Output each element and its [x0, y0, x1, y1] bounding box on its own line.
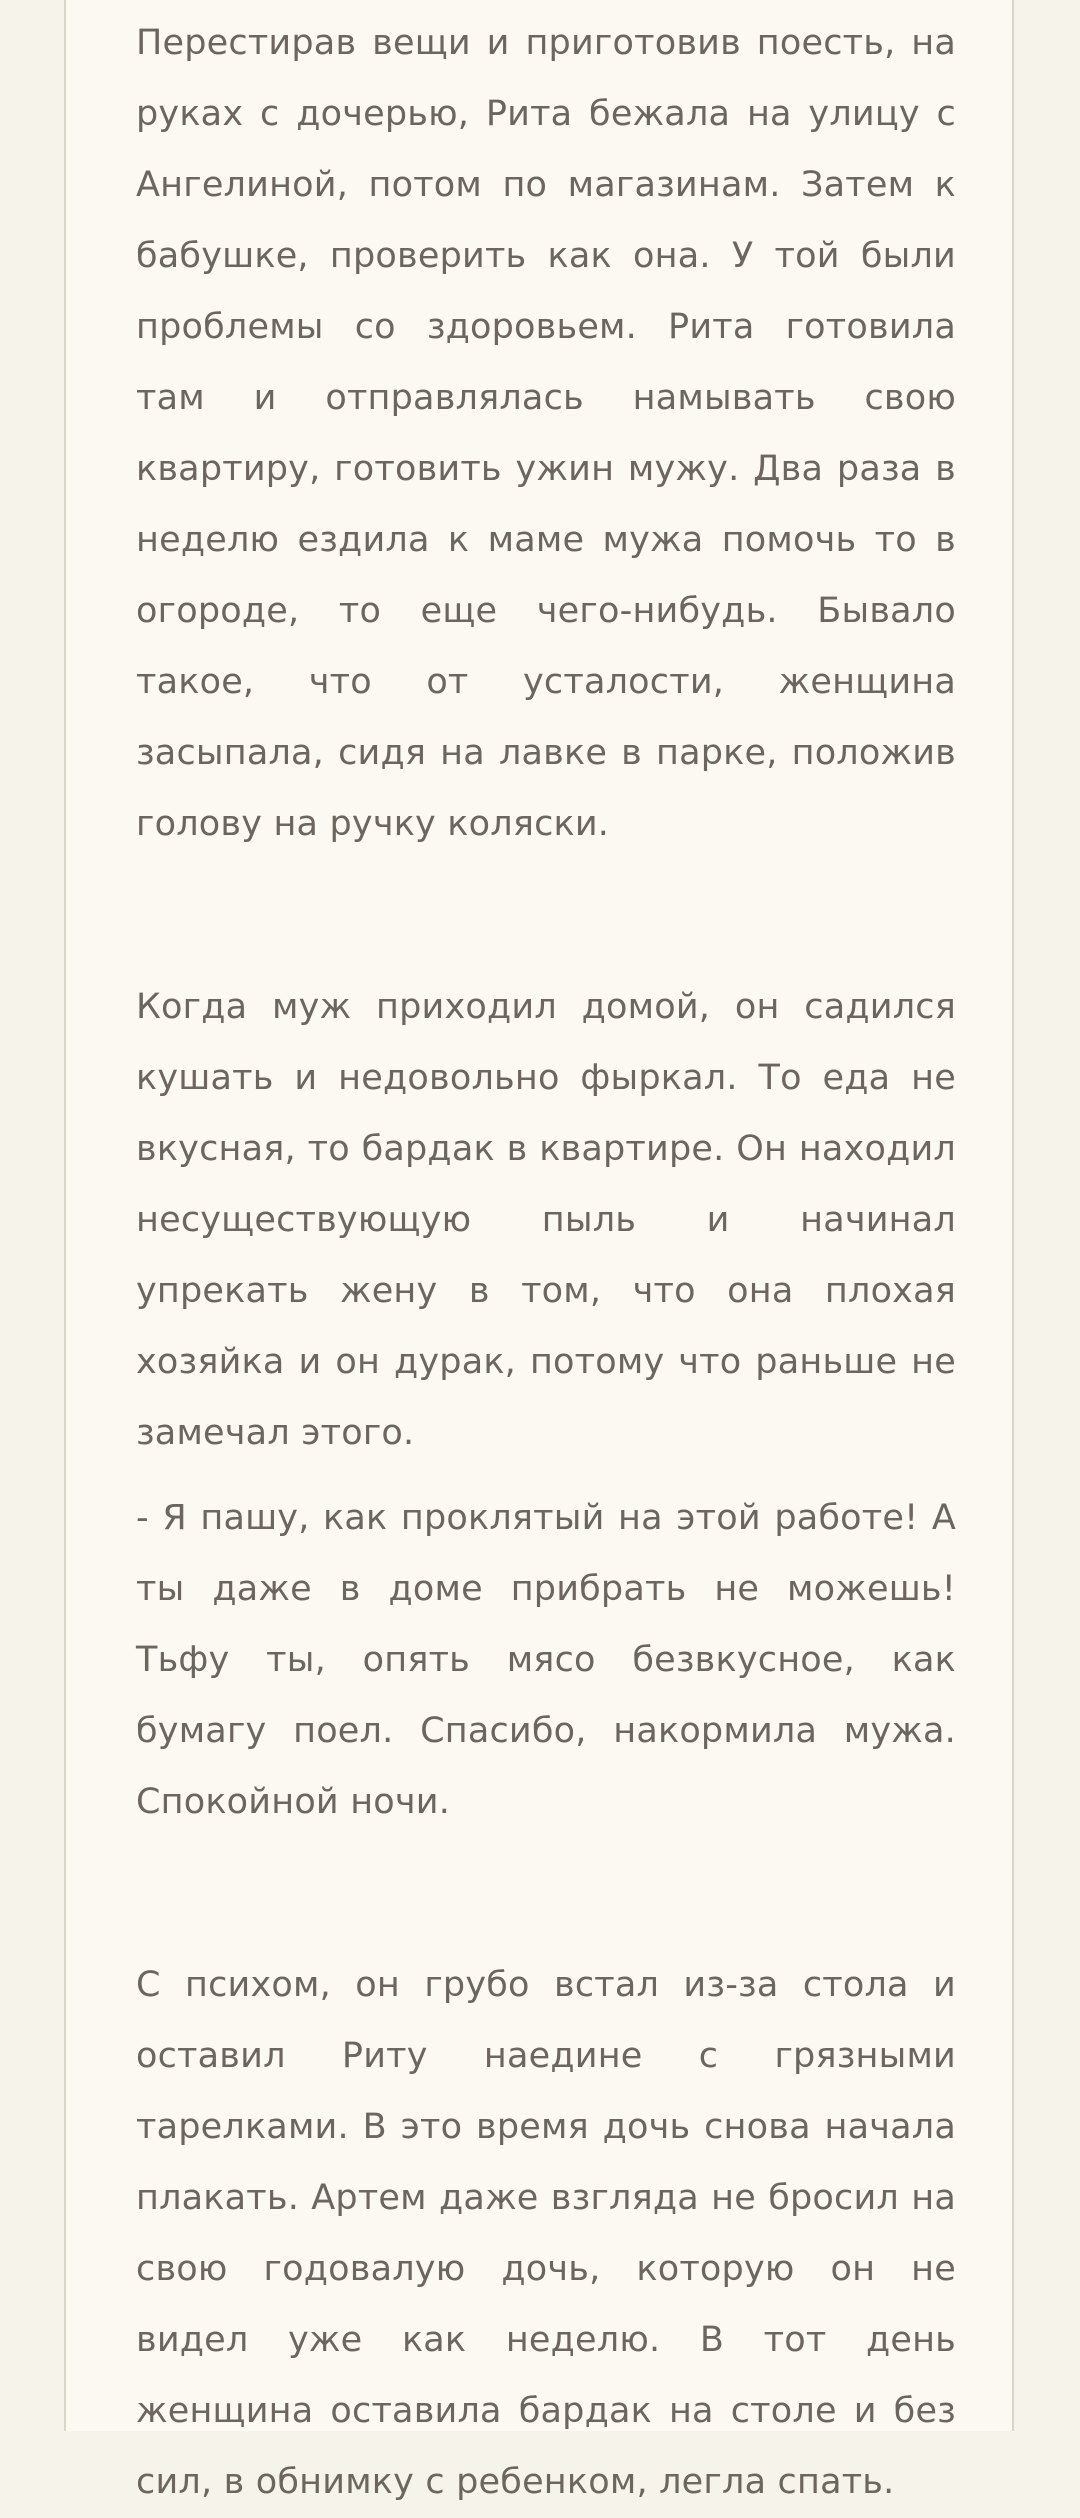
paragraph-spacer — [136, 1838, 956, 1950]
reading-page — [64, 0, 1014, 2502]
paragraph-3: - Я пашу, как проклятый на этой работе! А ты даже в доме прибрать не можешь! Тьфу ты, опять мясо безвкусное, как бумагу поел. Спасибо, накормила мужа. Спокойной ночи. — [136, 1498, 956, 1822]
paragraph-4: С психом, он грубо встал из-за стола и оставил Риту наедине с грязными тарелками. В это время дочь снова начала плакать. Артем даже взгляда не бросил на свою годовалую дочь, которую он не видел уже как неделю. В тот день женщина оставила бардак на столе и без сил, в обнимку с ребенком, легла спать. — [136, 1965, 956, 2502]
paragraph-spacer — [136, 1469, 956, 1483]
article-body — [136, 8, 956, 2518]
paragraph-2: Когда муж приходил домой, он садился кушать и недовольно фыркал. То еда не вкусная, то бардак в квартире. Он находил несуществующую пыль и начинал упрекать жену в том, что она плохая хозяйка и он дурак, потому что раньше не замечал этого. — [136, 987, 956, 1453]
paragraph-1: Перестирав вещи и приготовив поесть, на руках с дочерью, Рита бежала на улицу с Ангелиной, потом по магазинам. Затем к бабушке, проверить как она. У той были проблемы со здоровьем. Рита готовила там и отправлялась намывать свою квартиру, готовить ужин мужу. Два раза в неделю ездила к маме мужа помочь то в огороде, то еще чего-нибудь. Бывало такое, что от усталости, женщина засыпала, сидя на лавке в парке, положив голову на ручку коляски. — [136, 23, 956, 844]
paragraph-spacer — [136, 860, 956, 972]
